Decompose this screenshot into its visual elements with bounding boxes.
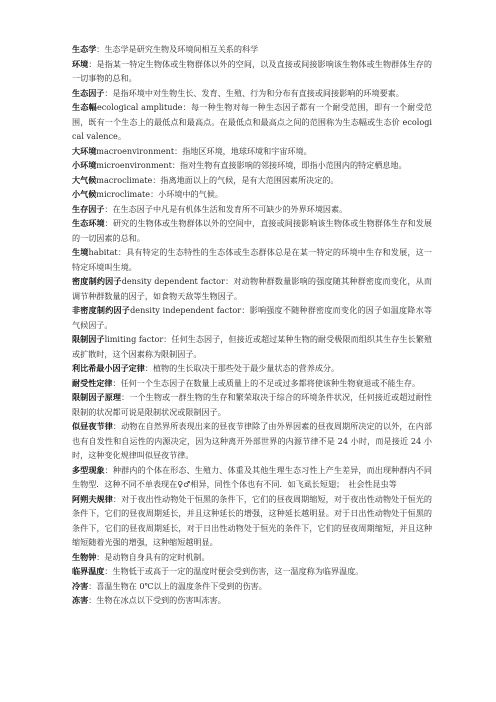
entry-term: 生存因子	[72, 203, 105, 214]
entry-definition: ：生物在冰点以下受到的伤害叫冻害。	[88, 595, 226, 605]
entry-definition: ecological amplitude：每一种生物对每一种生态因子都有一个耐受范围，即有一个耐受范围，既有一个生态上的最低点和最高点。在最低点和最高点之间的范围称为生态幅或生态价 ecological valence。	[72, 102, 432, 141]
entry-term: 似昼夜节律	[72, 421, 113, 431]
entry-term: 利比希最小因子定律	[72, 363, 145, 373]
entry-term: 生态因子	[72, 87, 105, 98]
entry-term: 大气候	[72, 174, 97, 185]
entry-term: 限制因子原理	[72, 392, 122, 402]
glossary-entry	[72, 579, 432, 594]
entry-definition: density independent factor：影响强度不随种群密度而变化的因子如温度降水等气候因子。	[72, 305, 432, 330]
glossary-entry	[72, 361, 432, 376]
entry-term: 临界温度	[72, 566, 105, 576]
entry-definition: habitat：具有特定的生态特性的生态体或生态群体总是在某一特定的环境中生存和发展，这一特定环境叫生境。	[72, 247, 432, 272]
glossary-entry	[72, 419, 432, 463]
glossary-entry	[72, 158, 432, 173]
entry-definition: ：动物在自然界所表现出来的昼夜节律除了由外界因素的昼夜周期所决定的以外，在内部也有自发性和自运性的内源决定，因为这种离开外部世界的内源节律不是 24 小时，而是接近 24 小时，这种变化规律叫似昼夜节律。	[72, 421, 432, 460]
entry-definition: ：一个生物或一群生物的生存和繁荣取决于综合的环境条件状况，任何接近或超过耐性限制的状况都可说是限制状况或限制因子。	[72, 392, 432, 417]
glossary-entry	[72, 86, 432, 101]
glossary-entry	[72, 564, 432, 579]
entry-term: 生态幅	[72, 102, 97, 112]
glossary-entry	[72, 216, 432, 245]
glossary-entry	[72, 274, 432, 303]
glossary-entry	[72, 144, 432, 159]
glossary-entry	[72, 390, 432, 419]
glossary-entry	[72, 332, 432, 361]
glossary-entry	[72, 57, 432, 86]
entry-term: 环境	[72, 58, 89, 69]
entry-definition: ：是指环境中对生物生长、发育、生殖、行为和分布有直接或间接影响的环境要素。	[104, 87, 404, 98]
glossary-entry	[72, 173, 432, 188]
entry-term: 密度制约因子	[72, 276, 122, 286]
entry-definition: microclimate：小环境中的气候。	[96, 189, 223, 199]
glossary-entry	[72, 202, 432, 217]
entry-term: 耐受性定律	[72, 377, 113, 388]
entry-definition: ：研究的生物体或生物群体以外的空间中，直接或间接影响该生物体或生物群体生存和发展的一切因素的总和。	[72, 218, 432, 243]
entry-definition: ：在生态因子中凡是有机体生活和发育所不可缺少的外界环境因素。	[104, 203, 348, 214]
glossary-entry	[72, 492, 432, 550]
glossary-entry	[72, 245, 432, 274]
entry-definition: ：种群内的个体在形态、生殖力、体重及其他生理生态习性上产生差异，而出现种群内不同生物型．这种不同不单表现在♀♂相异，同性个体也有不同．如飞虱长短翅； 社会性昆虫等	[72, 464, 432, 489]
glossary-entry	[72, 100, 432, 144]
entry-definition: ：任何一个生态因子在数量上或质量上的不足或过多都将使该种生物衰退或不能生存。	[112, 377, 421, 388]
entry-definition: ：生态学是研究生物及环境间相互关系的科学	[96, 44, 259, 54]
entry-term: 限制因子	[72, 334, 105, 344]
glossary-content	[72, 42, 432, 608]
entry-term: 冻害	[72, 595, 89, 605]
entry-term: 小气候	[72, 189, 97, 199]
glossary-entry	[72, 187, 432, 202]
entry-definition: microenvironment：指对生物有直接影响的邻接环境，即指小范围内的特定栖息地。	[96, 160, 407, 170]
glossary-entry	[72, 550, 432, 565]
entry-definition: ：喜温生物在 0℃以上的温度条件下受到的伤害。	[88, 580, 267, 591]
glossary-entry	[72, 42, 432, 57]
entry-term: 阿朔夫规律	[72, 493, 113, 504]
entry-term: 非密度制约因子	[72, 305, 131, 315]
entry-definition: ：对于夜出性动物处于恒黑的条件下，它们的昼夜周期缩短，对于夜出性动物处于恒光的条件下，它们的昼夜周期延长，并且这种延长的增强，这种延长越明显。对于日出性动物处于恒黑的条件下，它们的昼夜周期延长，对于日出性动物处于恒光的条件下，它们的昼夜周期缩短，并且这种缩短随着光强的增强，这种缩短越明显。	[72, 493, 432, 547]
entry-term: 生境	[72, 247, 89, 257]
entry-definition: density dependent factor：对动物种群数量影响的强度随其种群密度而变化，从而调节种群数量的因子，如食物天敌等生物因子。	[72, 276, 432, 301]
entry-definition: limiting factor：任何生态因子，但接近或超过某种生物的耐受极限而组织其生存生长繁殖或扩散时，这个因素称为限制因子。	[72, 334, 432, 359]
entry-definition: ：植物的生长取决于那些处于最少量状态的营养成分。	[144, 363, 340, 373]
entry-term: 大环境	[72, 145, 97, 156]
glossary-entry	[72, 376, 432, 391]
entry-term: 冷害	[72, 580, 89, 591]
entry-definition: macroenvironment：指地区环境，地球环境和宇宙环境。	[96, 145, 312, 156]
entry-definition: ：生物低于或高于一定的温度时便会受到伤害，这一温度称为临界温度。	[104, 566, 364, 576]
glossary-entry	[72, 463, 432, 492]
glossary-entry	[72, 303, 432, 332]
entry-term: 生态环境	[72, 218, 105, 228]
entry-term: 小环境	[72, 160, 97, 170]
entry-term: 生态学	[72, 44, 97, 54]
entry-term: 多型现象	[72, 464, 105, 475]
entry-term: 生物钟	[72, 551, 97, 562]
entry-definition: macroclimate：指离地面以上的气候，是有大范围因素所决定的。	[96, 174, 339, 185]
entry-definition: ：是动物自身具有的定时机制。	[96, 551, 210, 562]
entry-definition: ：是指某一特定生物体或生物群体以外的空间，以及直接或间接影响该生物体或生物群体生存的一切事物的总和。	[72, 58, 432, 83]
glossary-entry	[72, 593, 432, 608]
